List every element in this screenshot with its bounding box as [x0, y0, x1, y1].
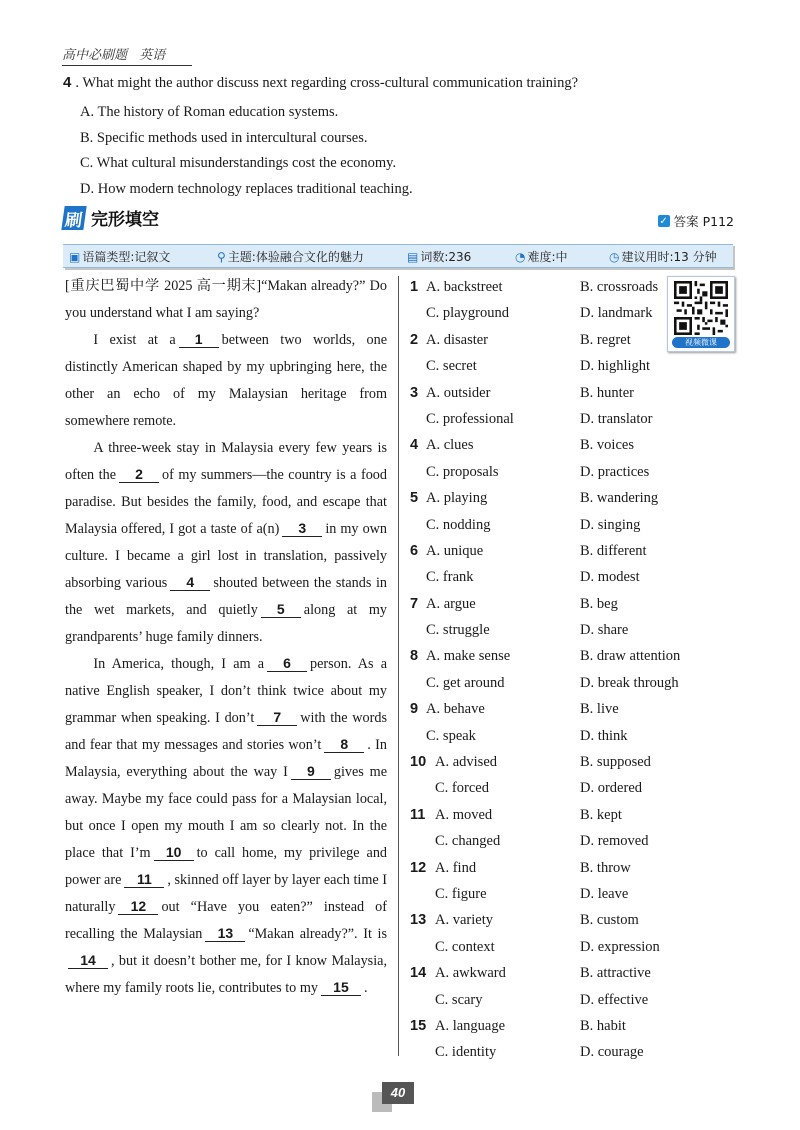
option-row-ab: [410, 907, 740, 933]
option-b[interactable]: B. draw attention: [580, 648, 681, 665]
option-d[interactable]: D. expression: [580, 938, 660, 955]
passage-text: .: [363, 980, 368, 996]
passage-text: shouted between the stands in the wet markets, and quietly: [65, 575, 391, 618]
cloze-blank[interactable]: 2: [119, 466, 159, 483]
qr-label: 视频微课: [672, 337, 730, 348]
passage-text: “Makan already?”. It is: [248, 926, 387, 942]
option-a[interactable]: A. outsider: [426, 384, 491, 401]
passage-text: between two worlds, one distinctly American shaped by my upbringing here, the other an echo of my Malaysian heritage from somewhere remote.: [65, 332, 391, 429]
option-a[interactable]: A. advised: [435, 754, 498, 771]
option-number: 1: [410, 279, 419, 295]
option-row-cd: [410, 564, 740, 590]
option-c[interactable]: C. identity: [435, 1044, 497, 1061]
option-number: 6: [410, 542, 419, 559]
option-c[interactable]: C. secret: [426, 358, 477, 375]
option-b[interactable]: B. attractive: [580, 965, 651, 982]
option-row-ab: [410, 696, 740, 722]
option-a[interactable]: A. backstreet: [426, 279, 503, 295]
option-row-ab: [410, 538, 740, 564]
cloze-passage: [65, 273, 391, 1002]
passage-text: A three-week stay in Malaysia every few years is often the: [65, 440, 391, 483]
option-a[interactable]: A. argue: [426, 595, 476, 612]
option-number: 3: [410, 384, 419, 401]
cloze-blank[interactable]: 3: [282, 520, 322, 537]
paragraph-3: [65, 435, 391, 651]
option-row-cd: [410, 459, 740, 485]
option-c[interactable]: C. figure: [435, 885, 487, 902]
option-row-cd: [410, 670, 740, 696]
option-b: B. Specific methods used in intercultural courses.: [80, 129, 368, 146]
answer-reference[interactable]: [658, 212, 734, 230]
word-count: ▤ 词数:236: [407, 250, 472, 264]
cloze-blank[interactable]: 13: [205, 925, 245, 942]
clock-icon: ◷: [609, 250, 620, 264]
option-d: D. How modern technology replaces traditional teaching.: [80, 180, 413, 197]
option-d[interactable]: D. practices: [580, 463, 650, 480]
option-b[interactable]: B. live: [580, 701, 619, 718]
cloze-blank[interactable]: 4: [170, 574, 210, 591]
option-a: A. The history of Roman education systems.: [80, 104, 339, 120]
cloze-blank[interactable]: 14: [68, 952, 108, 969]
option-a[interactable]: A. variety: [435, 912, 493, 929]
subject-label: 英语: [139, 48, 166, 63]
option-d[interactable]: D. ordered: [580, 780, 643, 797]
option-row-ab: [410, 749, 740, 775]
option-b[interactable]: B. throw: [580, 859, 631, 876]
option-row-ab: [410, 960, 740, 986]
option-d[interactable]: D. effective: [580, 991, 649, 1008]
paragraph-2: [65, 327, 391, 435]
option-row-ab: [410, 591, 740, 617]
cloze-blank[interactable]: 11: [124, 871, 164, 888]
passage-text: with the words and fear that my messages and stories won’t: [65, 710, 391, 753]
question-4: [63, 74, 743, 202]
option-number: 8: [410, 648, 419, 665]
passage-info-bar: [63, 244, 733, 268]
brush-icon: 刷: [61, 206, 86, 230]
option-a[interactable]: A. awkward: [435, 965, 506, 982]
option-row-ab: [410, 432, 740, 458]
option-a[interactable]: A. moved: [435, 806, 493, 823]
book-header: [62, 44, 192, 66]
cloze-blank[interactable]: 5: [261, 601, 301, 618]
answer-page: 答案 P112: [673, 214, 734, 229]
option-c[interactable]: C. struggle: [426, 622, 490, 639]
passage-text: [重庆巴蜀中学 2025 高一期末]“Makan already?” Do you understand what I am saying?: [65, 278, 391, 321]
option-number: 4: [410, 437, 419, 454]
option-c[interactable]: C. context: [435, 938, 495, 955]
cloze-blank[interactable]: 8: [324, 736, 364, 753]
option-row-cd: [410, 723, 740, 749]
option-d[interactable]: D. singing: [580, 516, 641, 533]
search-icon: ⚲: [217, 250, 226, 264]
option-d[interactable]: D. share: [580, 622, 629, 639]
option-row-ab: [410, 643, 740, 669]
option-row-ab: [410, 855, 740, 881]
option-row-cd: [410, 987, 740, 1013]
cloze-blank[interactable]: 1: [179, 331, 219, 348]
option-row-cd: [410, 775, 740, 801]
difficulty: ◔ 难度:中: [515, 250, 568, 264]
option-c[interactable]: C. nodding: [426, 516, 491, 533]
column-divider: [398, 276, 399, 1056]
cloze-blank[interactable]: 6: [267, 655, 307, 672]
check-icon: ✓: [659, 215, 668, 227]
option-b[interactable]: B. kept: [580, 806, 622, 823]
question-stem: [63, 74, 743, 92]
question-text: . What might the author discuss next regarding cross-cultural communication training?: [75, 75, 579, 91]
paragraph-1: [65, 273, 391, 327]
option-b[interactable]: B. beg: [580, 595, 618, 612]
option-row-cd: [410, 353, 740, 379]
option-number: 2: [410, 331, 419, 348]
passage-text: In America, though, I am a: [93, 656, 264, 672]
option-row-cd: [410, 934, 740, 960]
option-c[interactable]: C. playground: [426, 305, 509, 322]
option-row-cd: [410, 1039, 740, 1065]
option-d[interactable]: D. landmark: [580, 305, 653, 322]
passage-theme: ⚲ 主题:体验融合文化的魅力: [217, 250, 364, 264]
cloze-options: [410, 274, 740, 1066]
page-number: [372, 1082, 432, 1112]
passage-type: ▣ 语篇类型:记叙文: [69, 250, 171, 264]
option-d[interactable]: D. translator: [580, 410, 653, 427]
option-number: 13: [410, 912, 427, 929]
option-number: 15: [410, 1017, 427, 1034]
book-icon: ▤: [407, 250, 419, 264]
passage-text: in my own culture. I became a girl lost in translation, passively absorbing various: [65, 521, 391, 591]
option-d[interactable]: D. think: [580, 727, 628, 744]
section-title: [63, 205, 159, 230]
option-a[interactable]: A. disaster: [426, 331, 489, 348]
option-d[interactable]: D. break through: [580, 674, 679, 691]
option-b[interactable]: B. habit: [580, 1017, 626, 1034]
option-d[interactable]: D. highlight: [580, 358, 651, 375]
gauge-icon: ◔: [515, 250, 526, 264]
option-d[interactable]: D. removed: [580, 833, 649, 850]
option-d[interactable]: D. leave: [580, 885, 629, 902]
cloze-blank[interactable]: 10: [154, 844, 194, 861]
option-b[interactable]: B. hunter: [580, 384, 634, 401]
option-b[interactable]: B. voices: [580, 437, 634, 454]
option-c[interactable]: C. forced: [435, 780, 489, 797]
paragraph-4: [65, 651, 391, 1002]
passage-text: gives me away. Maybe my face could pass for a Malaysian local, but once I open my mouth I am so clearly not. In the place that I’m: [65, 764, 391, 861]
cloze-blank[interactable]: 7: [257, 709, 297, 726]
passage-text: along at my grandparents’ huge family dinners.: [65, 602, 391, 645]
passage-text: out “Have you eaten?” instead of recalling the Malaysian: [65, 899, 391, 942]
option-row-cd: [410, 406, 740, 432]
passage-text: to call home, my privilege and power are: [65, 845, 391, 888]
option-row-ab: [410, 802, 740, 828]
question-number: 4: [63, 74, 72, 91]
option-c[interactable]: C. speak: [426, 727, 476, 744]
passage-text: , but it doesn’t bother me, for I know Malaysia, where my family roots lie, contributes to my: [65, 953, 391, 996]
book-title: 高中必刷题: [62, 48, 128, 63]
option-d[interactable]: D. modest: [580, 569, 640, 586]
option-a[interactable]: A. language: [435, 1017, 506, 1034]
suggested-time: ◷ 建议用时:13 分钟: [609, 250, 717, 264]
cloze-blank[interactable]: 12: [118, 898, 158, 915]
option-c[interactable]: C. changed: [435, 833, 501, 850]
option-c[interactable]: C. proposals: [426, 463, 499, 480]
option-b[interactable]: B. different: [580, 542, 647, 559]
passage-text: , skinned off layer by layer each time I naturally: [65, 872, 391, 915]
option-b[interactable]: B. regret: [580, 331, 631, 348]
option-number: 14: [410, 965, 427, 982]
section-name: 完形填空: [91, 210, 159, 230]
qr-icon: [674, 281, 728, 335]
option-number: 5: [410, 490, 419, 507]
passage-text: person. As a native English speaker, I don’t think twice about my grammar when speaking. I don’t: [65, 656, 391, 726]
option-a[interactable]: A. playing: [426, 490, 488, 507]
option-row-cd: [410, 828, 740, 854]
option-b[interactable]: B. supposed: [580, 754, 651, 771]
option-number: 9: [410, 701, 419, 718]
passage-text: of my summers—the country is a food paradise. But besides the family, food, and escape that Malaysia offered, I got a taste of a(n): [65, 467, 391, 537]
option-c[interactable]: C. get around: [426, 674, 505, 691]
option-c[interactable]: C. frank: [426, 569, 474, 586]
passage-text: . In Malaysia, everything about the way I: [65, 737, 391, 780]
option-c[interactable]: C. professional: [426, 410, 514, 427]
option-row-ab: [410, 1013, 740, 1039]
option-a[interactable]: A. unique: [426, 542, 484, 559]
option-a[interactable]: A. find: [435, 859, 477, 876]
passage-text: I exist at a: [93, 332, 176, 348]
option-row-ab: [410, 485, 740, 511]
option-number: 7: [410, 595, 419, 612]
option-number: 11: [410, 806, 426, 823]
option-number: 12: [410, 859, 427, 876]
cloze-blank[interactable]: 15: [321, 979, 361, 996]
option-row-cd: [410, 881, 740, 907]
qr-code[interactable]: [667, 276, 735, 352]
option-b[interactable]: B. wandering: [580, 490, 659, 507]
option-a[interactable]: A. clues: [426, 437, 474, 454]
option-row-cd: [410, 512, 740, 538]
option-b[interactable]: B. crossroads: [580, 279, 659, 295]
option-d[interactable]: D. courage: [580, 1044, 644, 1061]
option-c: C. What cultural misunderstandings cost the economy.: [80, 155, 397, 171]
doc-icon: ▣: [69, 250, 81, 264]
option-b[interactable]: B. custom: [580, 912, 639, 929]
option-row-cd: [410, 617, 740, 643]
option-a[interactable]: A. make sense: [426, 648, 511, 665]
option-number: 10: [410, 754, 427, 771]
cloze-blank[interactable]: 9: [291, 763, 331, 780]
option-a[interactable]: A. behave: [426, 701, 485, 718]
page-number-text: 40: [382, 1082, 414, 1104]
option-row-ab: [410, 380, 740, 406]
option-c[interactable]: C. scary: [435, 991, 483, 1008]
